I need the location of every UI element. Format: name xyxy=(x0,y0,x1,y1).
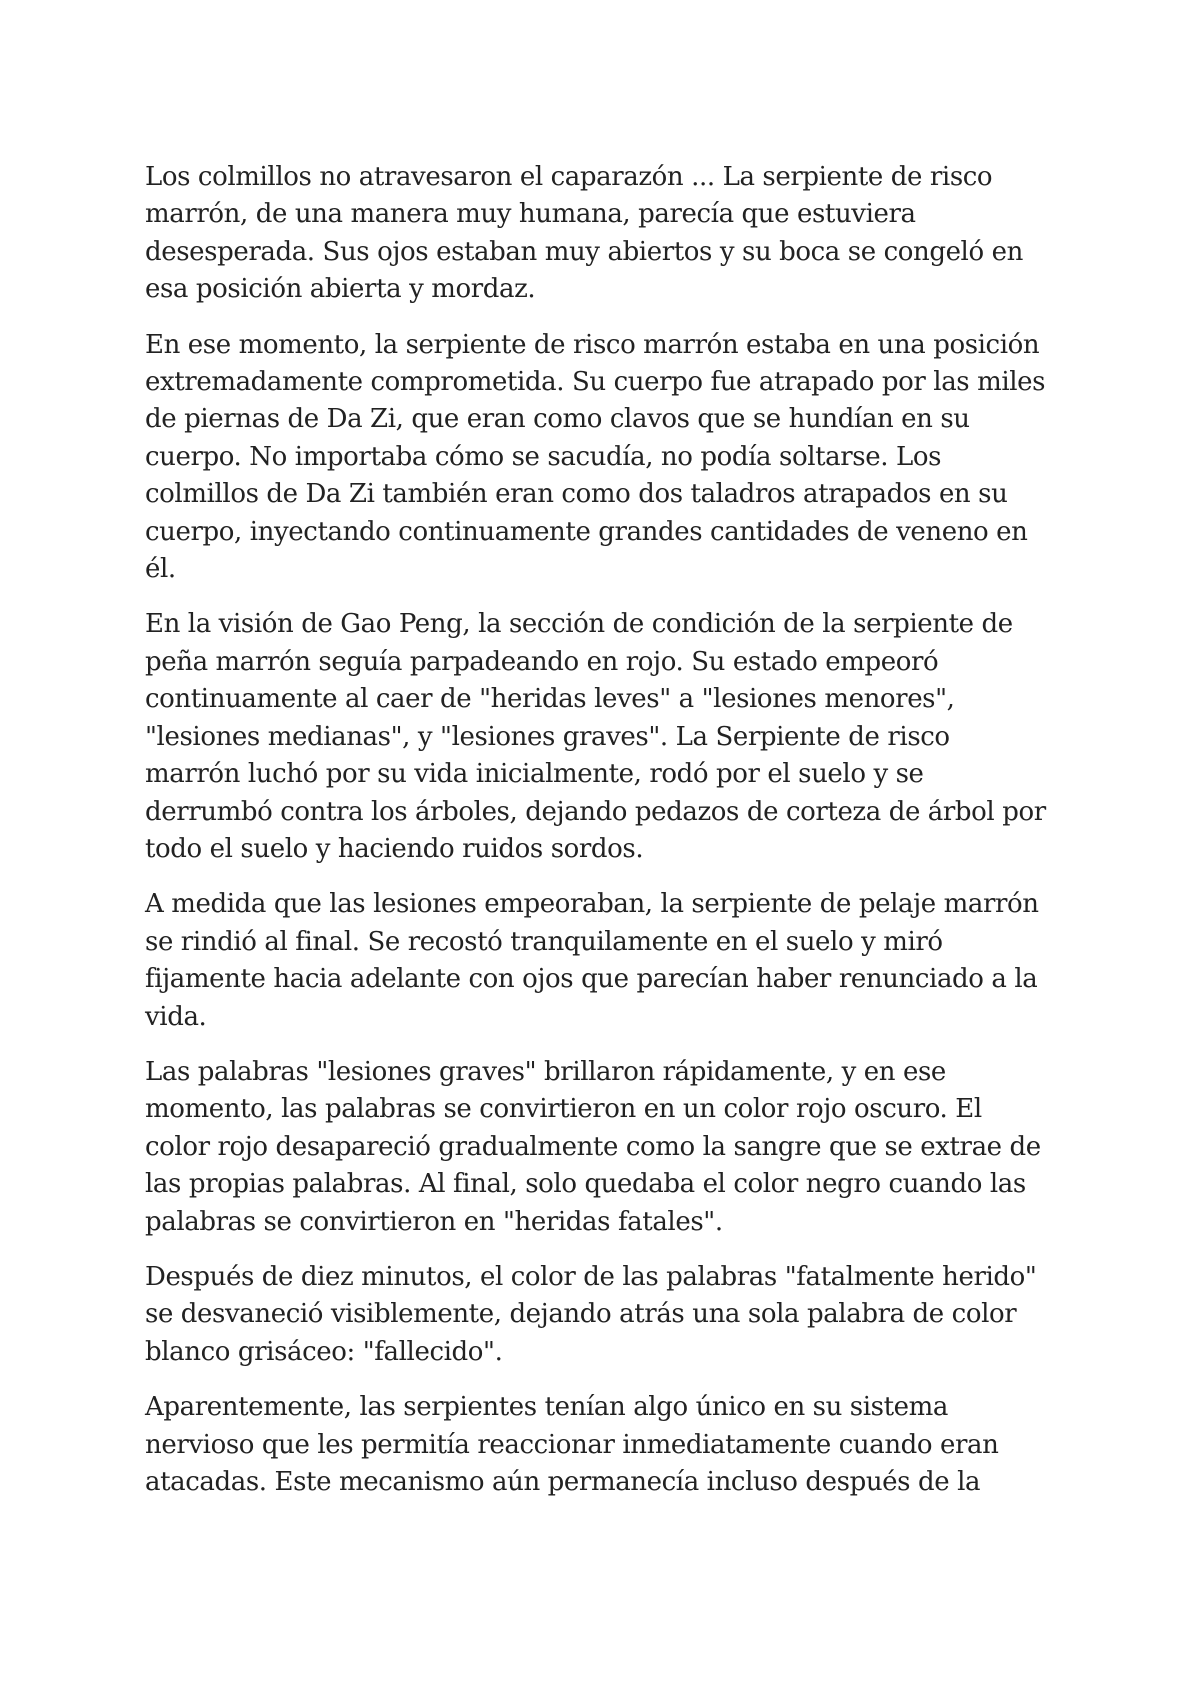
paragraph-5: Las palabras "lesiones graves" brillaron rápidamente, y en ese momento, las palabras se convirtieron en un color rojo oscuro. El color rojo desapareció gradualmente como la sangre que se extrae de las propias palabras. Al final, solo quedaba el color negro cuando las palabras se convirtieron en "heridas fatales". xyxy=(145,1056,1041,1237)
paragraph-6: Después de diez minutos, el color de las palabras "fatalmente herido" se desvaneció visiblemente, dejando atrás una sola palabra de color blanco grisáceo: "fallecido". xyxy=(145,1261,1037,1367)
paragraph-2: En ese momento, la serpiente de risco marrón estaba en una posición extremadamente comprometida. Su cuerpo fue atrapado por las miles de piernas de Da Zi, que eran como clavos que se hundían en su cuerpo. No importaba cómo se sacudía, no podía soltarse. Los colmillos de Da Zi también eran como dos taladros atrapados en su cuerpo, inyectando continuamente grandes cantidades de veneno en él. xyxy=(145,329,1046,585)
document-body xyxy=(145,159,1050,1519)
paragraph-1: Los colmillos no atravesaron el caparazón ... La serpiente de risco marrón, de una manera muy humana, parecía que estuviera desesperada. Sus ojos estaban muy abiertos y su boca se congeló en esa posición abierta y mordaz. xyxy=(145,162,1023,305)
paragraph-7: Aparentemente, las serpientes tenían algo único en su sistema nervioso que les permitía reaccionar inmediatamente cuando eran atacadas. Este mecanismo aún permanecía incluso después de la xyxy=(145,1392,999,1497)
paragraph-3: En la visión de Gao Peng, la sección de condición de la serpiente de peña marrón seguía parpadeando en rojo. Su estado empeoró continuamente al caer de "heridas leves" a "lesiones menores", "lesiones medianas", y "lesiones graves". La Serpiente de risco marrón luchó por su vida inicialmente, rodó por el suelo y se derrumbó contra los árboles, dejando pedazos de corteza de árbol por todo el suelo y haciendo ruidos sordos. xyxy=(145,609,1046,864)
paragraph-4: A medida que las lesiones empeoraban, la serpiente de pelaje marrón se rindió al final. Se recostó tranquilamente en el suelo y miró fijamente hacia adelante con ojos que parecían haber renunciado a la vida. xyxy=(145,889,1039,1032)
